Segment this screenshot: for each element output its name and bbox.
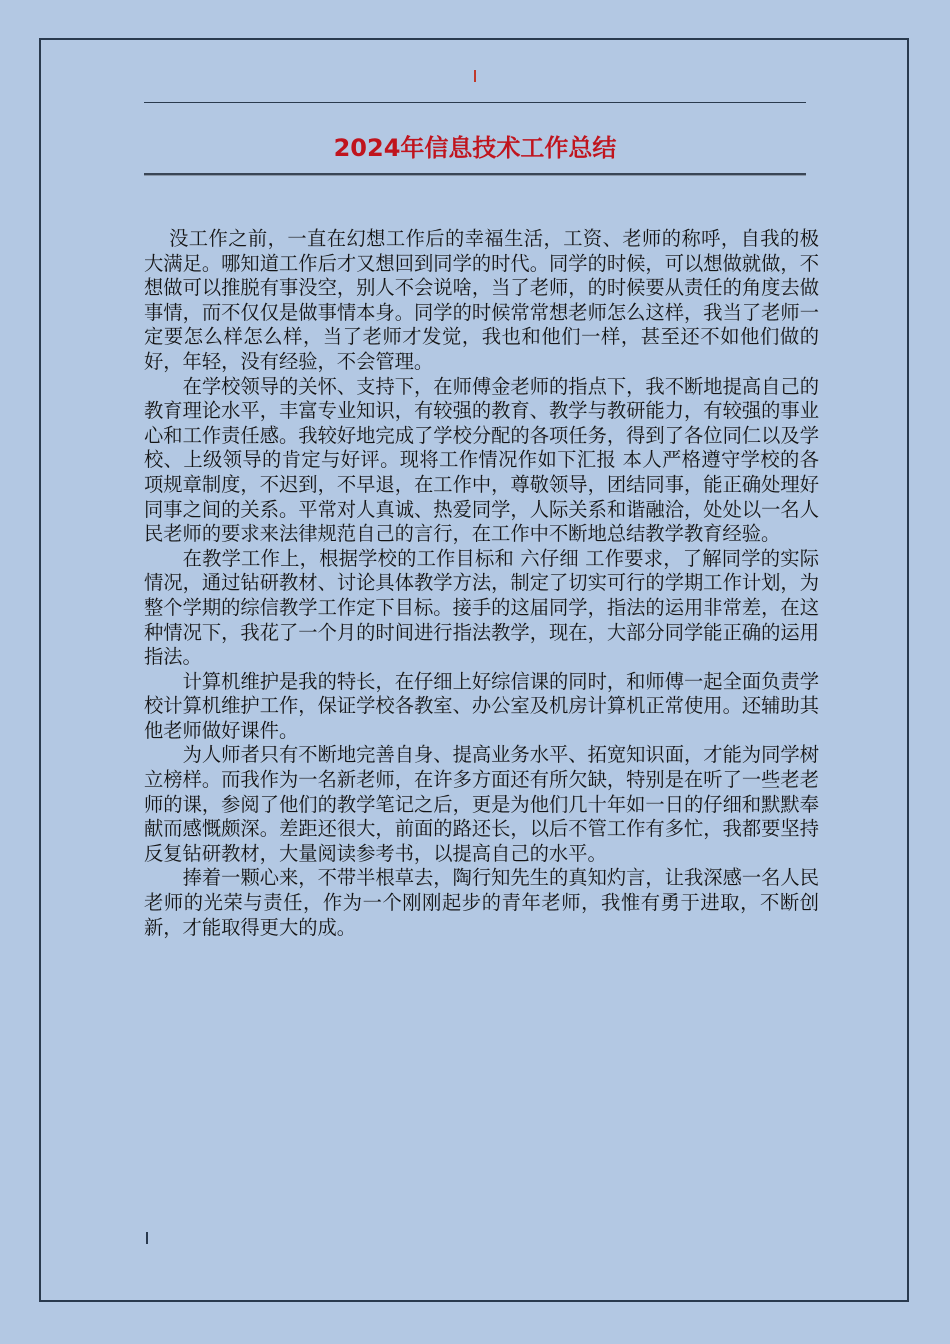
document-title: 2024年信息技术工作总结: [333, 134, 617, 162]
document-body: [144, 227, 819, 940]
header-mark: [474, 70, 476, 82]
paragraph-6: 捧着一颗心来，不带半根草去，陶行知先生的真知灼言，让我深感一名人民老师的光荣与责任，作为一个刚刚起步的青年老师，我惟有勇于进取，不断创新，才能取得更大的成。: [144, 866, 819, 939]
paragraph-2: 在学校领导的关怀、支持下，在师傅金老师的指点下，我不断地提高自己的教育理论水平，丰富专业知识，有较强的教育、教学与教研能力，有较强的事业心和工作责任感。我较好地完成了学校分配的各项任务，得到了各位同仁以及学校、上级领导的肯定与好评。现将工作情况作如下汇报 本人严格遵守学校的各项规章制度，不迟到，不早退，在工作中，尊敬领导，团结同事，能正确处理好同事之间的关系。平常对人真诚、热爱同学，人际关系和谐融洽，处处以一名人民老师的要求来法律规范自己的言行，在工作中不断地总结教学教育经验。: [144, 374, 819, 546]
footer-mark: [146, 1232, 148, 1244]
paragraph-4: 计算机维护是我的特长，在仔细上好综信课的同时，和师傅一起全面负责学校计算机维护工作，保证学校各教室、办公室及机房计算机正常使用。还辅助其他老师做好课件。: [144, 669, 819, 742]
paragraph-3: 在教学工作上，根据学校的工作目标和 六仔细 工作要求，了解同学的实际情况，通过钻研教材、讨论具体教学方法，制定了切实可行的学期工作计划，为整个学期的综信教学工作定下目标。接手的这届同学，指法的运用非常差，在这种情况下，我花了一个月的时间进行指法教学，现在，大部分同学能正确的运用指法。: [144, 546, 819, 669]
title-rule: [144, 173, 806, 175]
paragraph-1: 没工作之前，一直在幻想工作后的幸福生活，工资、老师的称呼，自我的极大满足。哪知道工作后才又想回到同学的时代。同学的时候，可以想做就做，不想做可以推脱有事没空，别人不会说啥，当了老师，的时候要从责任的角度去做事情，而不仅仅是做事情本身。同学的时候常常想老师怎么这样，我当了老师一定要怎么样怎么样，当了老师才发觉，我也和他们一样，甚至还不如他们做的好，年轻，没有经验，不会管理。: [144, 227, 819, 373]
paragraph-5: 为人师者只有不断地完善自身、提高业务水平、拓宽知识面，才能为同学树立榜样。而我作为一名新老师，在许多方面还有所欠缺，特别是在听了一些老老师的课，参阅了他们的教学笔记之后，更是为他们几十年如一日的仔细和默默奉献而感慨颇深。差距还很大，前面的路还长，以后不管工作有多忙，我都要坚持反复钻研教材，大量阅读参考书，以提高自己的水平。: [144, 743, 819, 865]
header-rule: [144, 102, 806, 103]
